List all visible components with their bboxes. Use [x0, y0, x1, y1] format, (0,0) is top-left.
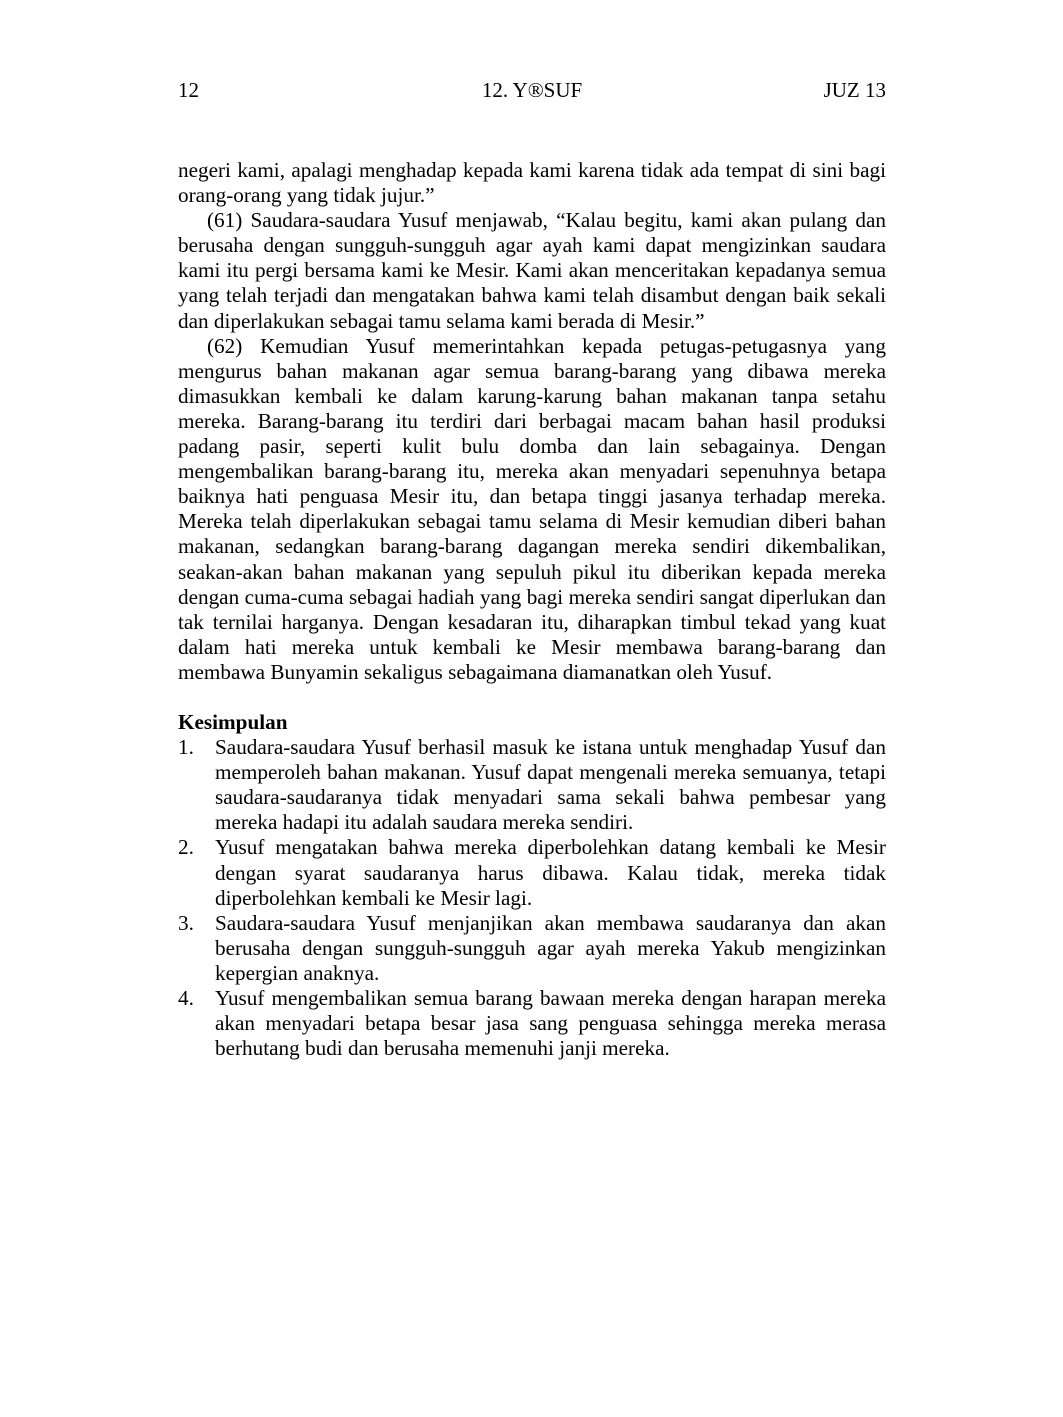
list-item-number: 1.	[178, 735, 194, 760]
page-header	[178, 76, 886, 104]
conclusion-list	[178, 735, 886, 1061]
paragraph-verse-61: (61) Saudara-saudara Yusuf menjawab, “Kalau begitu, kami akan pulang dan berusaha dengan sungguh-sungguh agar ayah kami dapat mengizinkan saudara kami itu pergi bersama kami ke Mesir. Kami akan menceritakan kepadanya semua yang telah terjadi dan mengatakan bahwa kami telah disambut dengan baik sekali dan diperlakukan sebagai tamu selama kami berada di Mesir.”	[178, 208, 886, 333]
list-item	[178, 911, 886, 986]
paragraph-continuation: negeri kami, apalagi menghadap kepada kami karena tidak ada tempat di sini bagi orang-orang yang tidak jujur.”	[178, 158, 886, 208]
list-item	[178, 735, 886, 835]
list-item-text: Yusuf mengatakan bahwa mereka diperbolehkan datang kembali ke Mesir dengan syarat saudaranya harus dibawa. Kalau tidak, mereka tidak diperbolehkan kembali ke Mesir lagi.	[215, 835, 886, 910]
page-number: 12	[178, 78, 199, 102]
list-item-text: Saudara-saudara Yusuf menjanjikan akan membawa saudaranya dan akan berusaha dengan sungguh-sungguh agar ayah mereka Yakub mengizinkan kepergian anaknya.	[215, 910, 886, 985]
list-item-text: Saudara-saudara Yusuf berhasil masuk ke istana untuk menghadap Yusuf dan memperoleh bahan makanan. Yusuf dapat mengenali mereka semuanya, tetapi saudara-saudaranya tidak menyadari sama sekali bahwa pembesar yang mereka hadapi itu adalah saudara mereka sendiri.	[215, 735, 886, 835]
page-body	[178, 158, 886, 1061]
list-item	[178, 835, 886, 910]
paragraph-verse-62: (62) Kemudian Yusuf memerintahkan kepada petugas-petugasnya yang mengurus bahan makanan agar semua barang-barang yang dibawa mereka dimasukkan kembali ke dalam karung-karung bahan makanan tanpa setahu mereka. Barang-barang itu terdiri dari berbagai macam bahan hasil produksi padang pasir, seperti kulit bulu domba dan lain sebagainya. Dengan mengembalikan barang-barang itu, mereka akan menyadari sepenuhnya betapa baiknya hati penguasa Mesir itu, dan betapa tinggi jasanya terhadap mereka. Mereka telah diperlakukan sebagai tamu selama di Mesir kemudian diberi bahan makanan, sedangkan barang-barang dagangan mereka sendiri dikembalikan, seakan-akan bahan makanan yang sepuluh pikul itu diberikan kepada mereka dengan cuma-cuma sebagai hadiah yang bagi mereka sendiri sangat diperlukan dan tak ternilai harganya. Dengan kesadaran itu, diharapkan timbul tekad yang kuat dalam hati mereka untuk kembali ke Mesir membawa barang-barang dan membawa Bunyamin sekaligus sebagaimana diamanatkan oleh Yusuf.	[178, 333, 886, 684]
chapter-title: 12. Y®SUF	[481, 78, 583, 102]
list-item-number: 4.	[178, 986, 194, 1010]
list-item	[178, 986, 886, 1061]
list-item-number: 2.	[178, 835, 194, 860]
section-heading: Kesimpulan	[178, 709, 288, 734]
juz-label: JUZ 13	[823, 78, 886, 102]
list-item-number: 3.	[178, 910, 194, 935]
list-item-text: Yusuf mengembalikan semua barang bawaan mereka dengan harapan mereka akan menyadari betapa besar jasa sang penguasa sehingga mereka merasa berhutang budi dan berusaha memenuhi janji mereka.	[215, 986, 886, 1061]
